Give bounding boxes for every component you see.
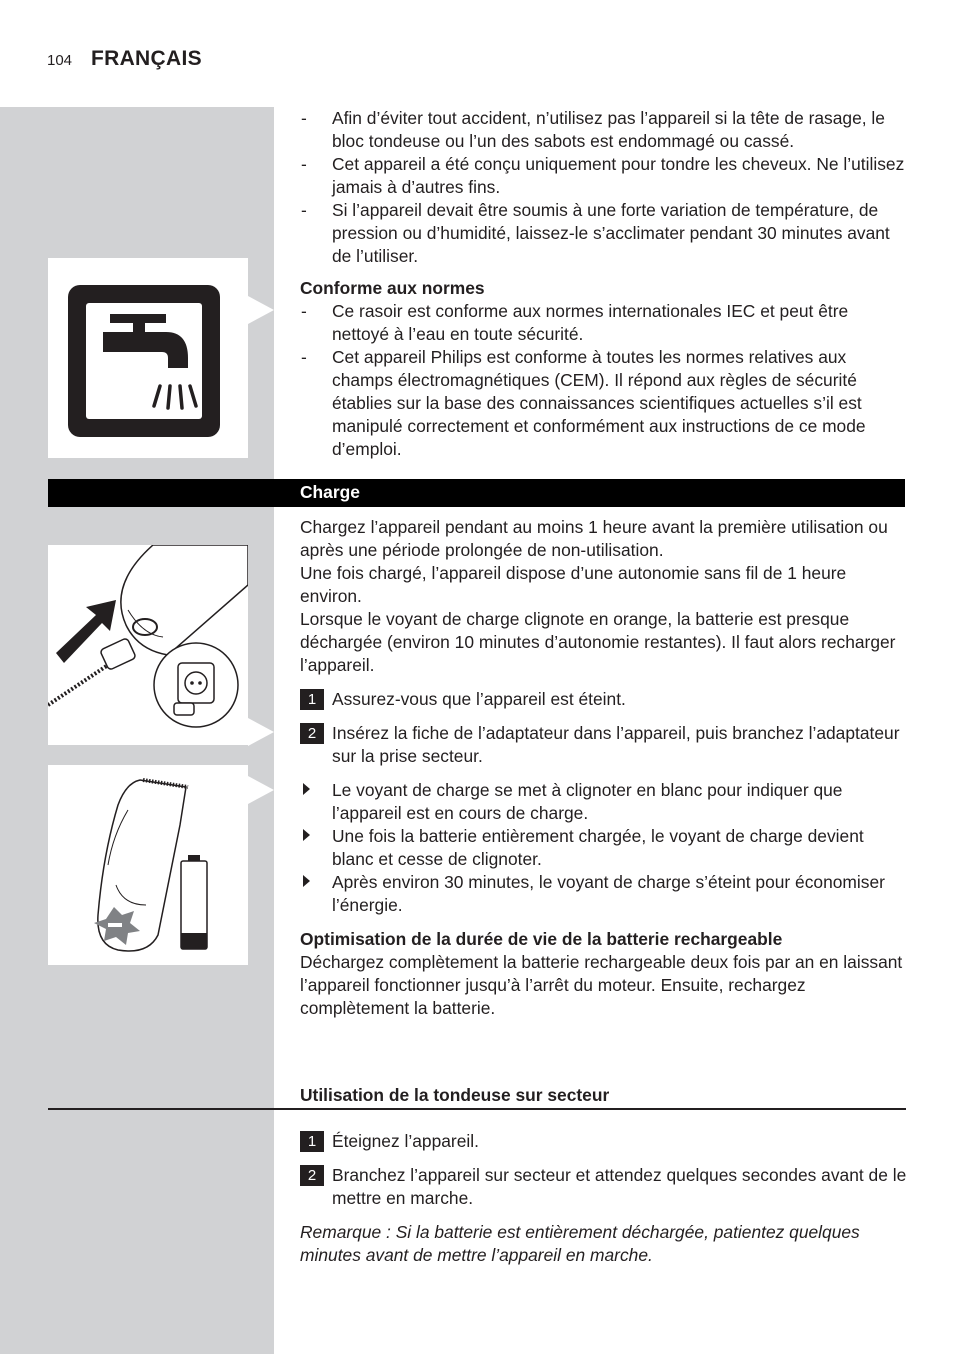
triangle-bullet-icon	[303, 783, 310, 795]
result-item: Après environ 30 minutes, le voyant de charge s’éteint pour économiser l’énergie.	[300, 871, 908, 917]
step-item: 2 Branchez l’appareil sur secteur et attendez quelques secondes avant de le mettre en marche.	[300, 1164, 908, 1210]
page-number: 104	[47, 52, 73, 69]
charging-illustration	[48, 545, 248, 745]
faucet-icon	[48, 258, 248, 458]
step-item: 1 Éteignez l’appareil.	[300, 1130, 908, 1153]
battery-illustration	[48, 765, 248, 965]
pointer-arrow	[248, 296, 274, 324]
language-heading: FRANÇAIS	[91, 47, 202, 70]
step-item: 2 Insérez la fiche de l’adaptateur dans l’appareil, puis branchez l’adaptateur sur la prise secteur.	[300, 722, 908, 768]
paragraph: Déchargez complètement la batterie rechargeable deux fois par an en laissant l’appareil fonctionner jusqu’à l’arrêt du moteur. Ensuite, rechargez complètement la batterie.	[300, 952, 903, 1018]
pointer-arrow	[248, 776, 274, 804]
note-text: Remarque : Si la batterie est entièrement déchargée, patientez quelques minutes avant de mettre l’appareil en marche.	[300, 1222, 860, 1265]
warnings-list	[300, 107, 908, 268]
charge-section	[300, 516, 908, 1020]
section-title: Charge	[300, 482, 360, 502]
list-item: - Afin d’éviter tout accident, n’utilisez pas l’appareil si la tête de rasage, le bloc tondeuse ou l’un des sabots est endommagé ou cassé.	[301, 108, 885, 151]
result-item: Une fois la batterie entièrement chargée, le voyant de charge devient blanc et cesse de clignoter.	[300, 825, 908, 871]
step-item: 1 Assurez-vous que l’appareil est éteint.	[300, 688, 908, 711]
triangle-bullet-icon	[303, 875, 310, 887]
paragraph: Lorsque le voyant de charge clignote en orange, la batterie est presque déchargée (environ 10 minutes d’autonomie restantes). Il faut alors recharger l’appareil.	[300, 609, 896, 675]
mains-section	[300, 1130, 908, 1267]
list-item: - Cet appareil Philips est conforme à toutes les normes relatives aux champs électromagnétiques (CEM). Il répond aux règles de sécurité établies sur la base des connaissances scientifiques actuelles s’il est manipulé correctement et conformément aux instructions de ce mode d’emploi.	[301, 347, 866, 459]
triangle-bullet-icon	[303, 829, 310, 841]
paragraph: Chargez l’appareil pendant au moins 1 heure avant la première utilisation ou après une période prolongée de non-utilisation.	[300, 517, 888, 560]
section-divider	[48, 1108, 906, 1110]
list-item: - Cet appareil a été conçu uniquement pour tondre les cheveux. Ne l’utilisez jamais à d’autres fins.	[301, 154, 905, 197]
section-band-charge	[48, 479, 905, 507]
conformity-section	[300, 277, 908, 461]
list-item: - Ce rasoir est conforme aux normes internationales IEC et peut être nettoyé à l’eau en toute sécurité.	[301, 301, 849, 344]
paragraph: Une fois chargé, l’appareil dispose d’une autonomie sans fil de 1 heure environ.	[300, 563, 847, 606]
result-item: Le voyant de charge se met à clignoter en blanc pour indiquer que l’appareil est en cours de charge.	[300, 779, 908, 825]
mains-heading: Utilisation de la tondeuse sur secteur	[300, 1085, 610, 1105]
pointer-arrow	[248, 718, 274, 746]
list-item: - Si l’appareil devait être soumis à une forte variation de température, de pression ou d’humidité, laissez-le s’acclimater pendant 30 minutes avant de l’utiliser.	[301, 200, 890, 266]
section-heading: Conforme aux normes	[300, 278, 485, 298]
section-heading: Optimisation de la durée de vie de la batterie rechargeable	[300, 929, 783, 949]
